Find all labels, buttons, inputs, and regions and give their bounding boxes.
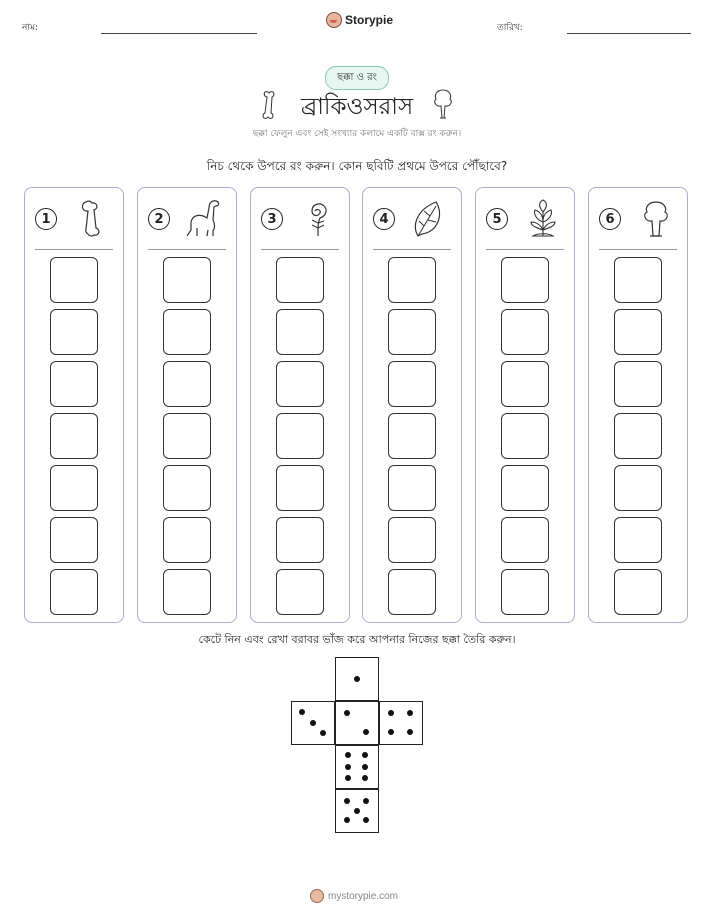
column-3 [250, 187, 350, 623]
column-6 [588, 187, 688, 623]
dice-pip [388, 729, 394, 735]
column-divider [261, 249, 339, 250]
color-box[interactable] [163, 257, 211, 303]
bone-icon [70, 198, 114, 240]
color-box[interactable] [388, 465, 436, 511]
dice-face-1 [335, 657, 379, 701]
column-5 [475, 187, 575, 623]
color-box[interactable] [163, 309, 211, 355]
dice-pip [344, 710, 350, 716]
color-box[interactable] [276, 361, 324, 407]
color-box[interactable] [388, 361, 436, 407]
dice-pip [363, 817, 369, 823]
dice-pip [388, 710, 394, 716]
color-box[interactable] [501, 257, 549, 303]
column-divider [35, 249, 113, 250]
color-box[interactable] [276, 465, 324, 511]
column-4 [362, 187, 462, 623]
color-box[interactable] [614, 413, 662, 459]
color-box[interactable] [276, 413, 324, 459]
color-box[interactable] [388, 569, 436, 615]
column-divider [486, 249, 564, 250]
column-number: 1 [35, 208, 57, 230]
column-number: 2 [148, 208, 170, 230]
brand-name: Storypie [345, 13, 394, 27]
color-box[interactable] [276, 257, 324, 303]
tree-icon [432, 88, 454, 120]
column-number: 4 [373, 208, 395, 230]
color-box[interactable] [276, 517, 324, 563]
column-number: 5 [486, 208, 508, 230]
leaf-icon [408, 198, 452, 240]
dice-pip [362, 764, 368, 770]
color-box[interactable] [501, 517, 549, 563]
color-box[interactable] [614, 517, 662, 563]
dice-pip [344, 817, 350, 823]
color-box[interactable] [163, 361, 211, 407]
dice-pip [310, 720, 316, 726]
dice-pip [345, 764, 351, 770]
color-box[interactable] [501, 413, 549, 459]
column-header [363, 198, 461, 240]
color-box[interactable] [388, 257, 436, 303]
color-box[interactable] [163, 517, 211, 563]
date-label: তারিখ: [497, 23, 523, 33]
date-line[interactable] [567, 33, 691, 34]
color-box[interactable] [388, 517, 436, 563]
color-box[interactable] [50, 465, 98, 511]
dice-pip [344, 798, 350, 804]
instruction-text: ছক্কা ফেলুন এবং সেই সংখ্যার কলামে একটি বাক্স রং করুন। [252, 129, 462, 139]
fern-icon [296, 198, 340, 240]
color-box[interactable] [388, 309, 436, 355]
storypie-logo-icon [326, 12, 342, 28]
dice-pip [407, 729, 413, 735]
dice-pip [320, 730, 326, 736]
color-box[interactable] [501, 309, 549, 355]
dice-face-4 [379, 701, 423, 745]
color-box[interactable] [50, 517, 98, 563]
dinosaur-icon [183, 198, 227, 240]
column-header [589, 198, 687, 240]
color-box[interactable] [614, 361, 662, 407]
color-box[interactable] [614, 569, 662, 615]
footer-url[interactable]: mystorypie.com [328, 890, 399, 902]
color-box[interactable] [614, 309, 662, 355]
dice-pip [363, 729, 369, 735]
bone-icon [262, 90, 276, 120]
color-box[interactable] [388, 413, 436, 459]
color-box[interactable] [50, 309, 98, 355]
page-title: ব্রাকিওসরাস [300, 94, 414, 120]
dice-face-6 [335, 745, 379, 789]
color-box[interactable] [50, 569, 98, 615]
column-divider [373, 249, 451, 250]
dice-pip [299, 709, 305, 715]
dice-face-5 [335, 789, 379, 833]
dice-pip [362, 775, 368, 781]
column-divider [599, 249, 677, 250]
tree-icon [634, 198, 678, 240]
dice-pip [363, 798, 369, 804]
dice-face-3 [291, 701, 335, 745]
dice-face-2 [335, 701, 379, 745]
name-line[interactable] [101, 33, 257, 34]
dice-pip [362, 752, 368, 758]
cut-instruction: কেটে নিন এবং রেখা বরাবর ভাঁজ করে আপনার নিজের ছক্কা তৈরি করুন। [198, 633, 516, 646]
color-box[interactable] [163, 465, 211, 511]
column-header [476, 198, 574, 240]
column-1 [24, 187, 124, 623]
column-header [251, 198, 349, 240]
color-box[interactable] [50, 361, 98, 407]
color-box[interactable] [501, 569, 549, 615]
dice-pip [354, 808, 360, 814]
column-header [138, 198, 236, 240]
brand [326, 12, 393, 28]
column-number: 6 [599, 208, 621, 230]
color-box[interactable] [614, 465, 662, 511]
question-text: নিচ থেকে উপরে রং করুন। কোন ছবিটি প্রথমে উপরে পৌঁছাবে? [206, 159, 508, 173]
footer [310, 889, 398, 903]
color-box[interactable] [276, 309, 324, 355]
color-box[interactable] [501, 361, 549, 407]
game-badge: ছক্কা ও রং [325, 66, 389, 90]
dice-pip [354, 676, 360, 682]
dice-pip [345, 752, 351, 758]
column-header [25, 198, 123, 240]
color-box[interactable] [163, 413, 211, 459]
column-number: 3 [261, 208, 283, 230]
color-box[interactable] [50, 257, 98, 303]
plant-icon [521, 198, 565, 240]
name-label: নাম: [22, 23, 39, 33]
storypie-logo-icon [310, 889, 324, 903]
color-box[interactable] [501, 465, 549, 511]
color-box[interactable] [614, 257, 662, 303]
color-box[interactable] [163, 569, 211, 615]
color-box[interactable] [50, 413, 98, 459]
dice-pip [407, 710, 413, 716]
column-divider [148, 249, 226, 250]
column-2 [137, 187, 237, 623]
dice-pip [345, 775, 351, 781]
color-box[interactable] [276, 569, 324, 615]
